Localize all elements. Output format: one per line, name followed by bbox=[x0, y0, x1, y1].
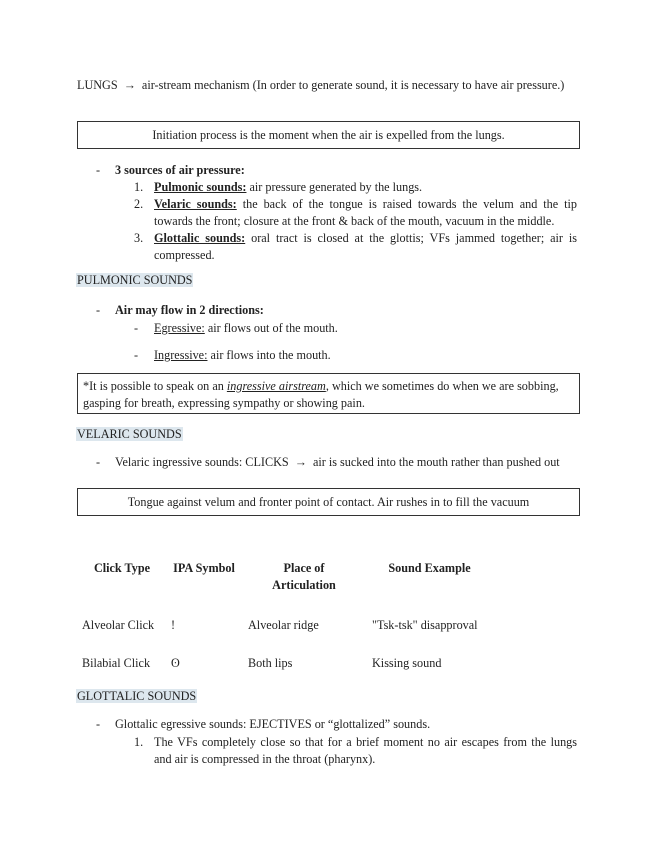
source-term: Glottalic sounds: bbox=[154, 231, 246, 245]
ingressive-note-box bbox=[77, 373, 580, 414]
table-cell: Bilabial Click bbox=[82, 656, 151, 670]
velaric-text: Velaric ingressive sounds: CLICKS bbox=[115, 455, 289, 469]
note-text-post: , which we sometimes do when we are sobbing, gasping for breath, expressing sympathy or showing pain. bbox=[83, 379, 559, 410]
source-item-pulmonic bbox=[154, 179, 577, 196]
table-cell: Both lips bbox=[248, 656, 293, 670]
note-text: *It is possible to speak on an bbox=[83, 379, 224, 393]
intro-text: air-stream mechanism (In order to generate sound, it is necessary to have air pressure.) bbox=[141, 78, 565, 92]
table-cell: Kissing sound bbox=[372, 656, 442, 670]
glottalic-item-text: The VFs completely close so that for a brief moment no air escapes from the lungs and air is compressed in the throat (pharynx). bbox=[154, 735, 577, 766]
source-text: the back of the tongue is raised towards the velum and the tip towards the front; closure at the front & back of the mouth, vacuum in the middle. bbox=[154, 197, 578, 228]
ingressive-term: Ingressive: bbox=[154, 348, 208, 362]
table-cell: Alveolar ridge bbox=[248, 618, 319, 632]
velaric-box bbox=[77, 488, 580, 516]
source-term: Velaric sounds: bbox=[154, 197, 237, 211]
source-text: air pressure generated by the lungs. bbox=[249, 180, 423, 194]
velaric-box-text: Tongue against velum and fronter point of contact. Air rushes in to fill the vacuum bbox=[127, 495, 530, 509]
egressive-term: Egressive: bbox=[154, 321, 205, 335]
glottalic-item-num: 1. bbox=[134, 735, 144, 749]
arrow-icon: → bbox=[123, 78, 136, 92]
glottalic-text: Glottalic egressive sounds: EJECTIVES or “glottalized” sounds. bbox=[115, 717, 431, 731]
table-cell: ! bbox=[171, 618, 176, 632]
table-cell: "Tsk-tsk" disapproval bbox=[372, 618, 478, 632]
intro-paragraph bbox=[77, 77, 577, 94]
dash: - bbox=[134, 348, 139, 362]
note-term: ingressive airstream bbox=[226, 379, 326, 393]
source-item-num: 1. bbox=[134, 180, 144, 194]
velaric-bullet: - bbox=[96, 455, 101, 469]
velaric-text-post: air is sucked into the mouth rather than pushed out bbox=[312, 455, 560, 469]
table-header: Click Type bbox=[93, 561, 151, 575]
source-item-glottalic bbox=[154, 230, 577, 264]
glottalic-bullet: - bbox=[96, 717, 101, 731]
source-text: oral tract is closed at the glottis; VFs jammed together; air is compressed. bbox=[154, 231, 578, 262]
pulmonic-bullet: - bbox=[96, 303, 101, 317]
egressive-text: air flows out of the mouth. bbox=[207, 321, 338, 335]
egressive-item bbox=[154, 320, 338, 337]
table-header: IPA Symbol bbox=[173, 561, 235, 575]
pulmonic-subheading: Air may flow in 2 directions: bbox=[115, 303, 264, 317]
source-item-num: 3. bbox=[134, 231, 144, 245]
intro-lungs: LUNGS bbox=[77, 78, 118, 92]
sources-bullet: - bbox=[96, 163, 101, 177]
velaric-heading: VELARIC SOUNDS bbox=[77, 427, 182, 441]
dash: - bbox=[134, 321, 139, 335]
initiation-box-text: Initiation process is the moment when the air is expelled from the lungs. bbox=[152, 128, 505, 142]
source-term: Pulmonic sounds: bbox=[154, 180, 247, 194]
source-item-num: 2. bbox=[134, 197, 144, 211]
ingressive-item bbox=[154, 347, 331, 364]
velaric-paragraph bbox=[115, 454, 577, 471]
arrow-icon: → bbox=[294, 455, 307, 469]
glottalic-heading: GLOTTALIC SOUNDS bbox=[77, 689, 197, 703]
table-cell: Alveolar Click bbox=[82, 618, 155, 632]
source-item-velaric bbox=[154, 196, 577, 230]
pulmonic-heading: PULMONIC SOUNDS bbox=[77, 273, 193, 287]
ingressive-text: air flows into the mouth. bbox=[210, 348, 331, 362]
table-header: Sound Example bbox=[388, 561, 471, 575]
table-cell: ʘ bbox=[171, 656, 180, 670]
sources-heading: 3 sources of air pressure: bbox=[115, 163, 245, 177]
table-header: Place of Articulation bbox=[272, 561, 336, 592]
initiation-box bbox=[77, 121, 580, 149]
